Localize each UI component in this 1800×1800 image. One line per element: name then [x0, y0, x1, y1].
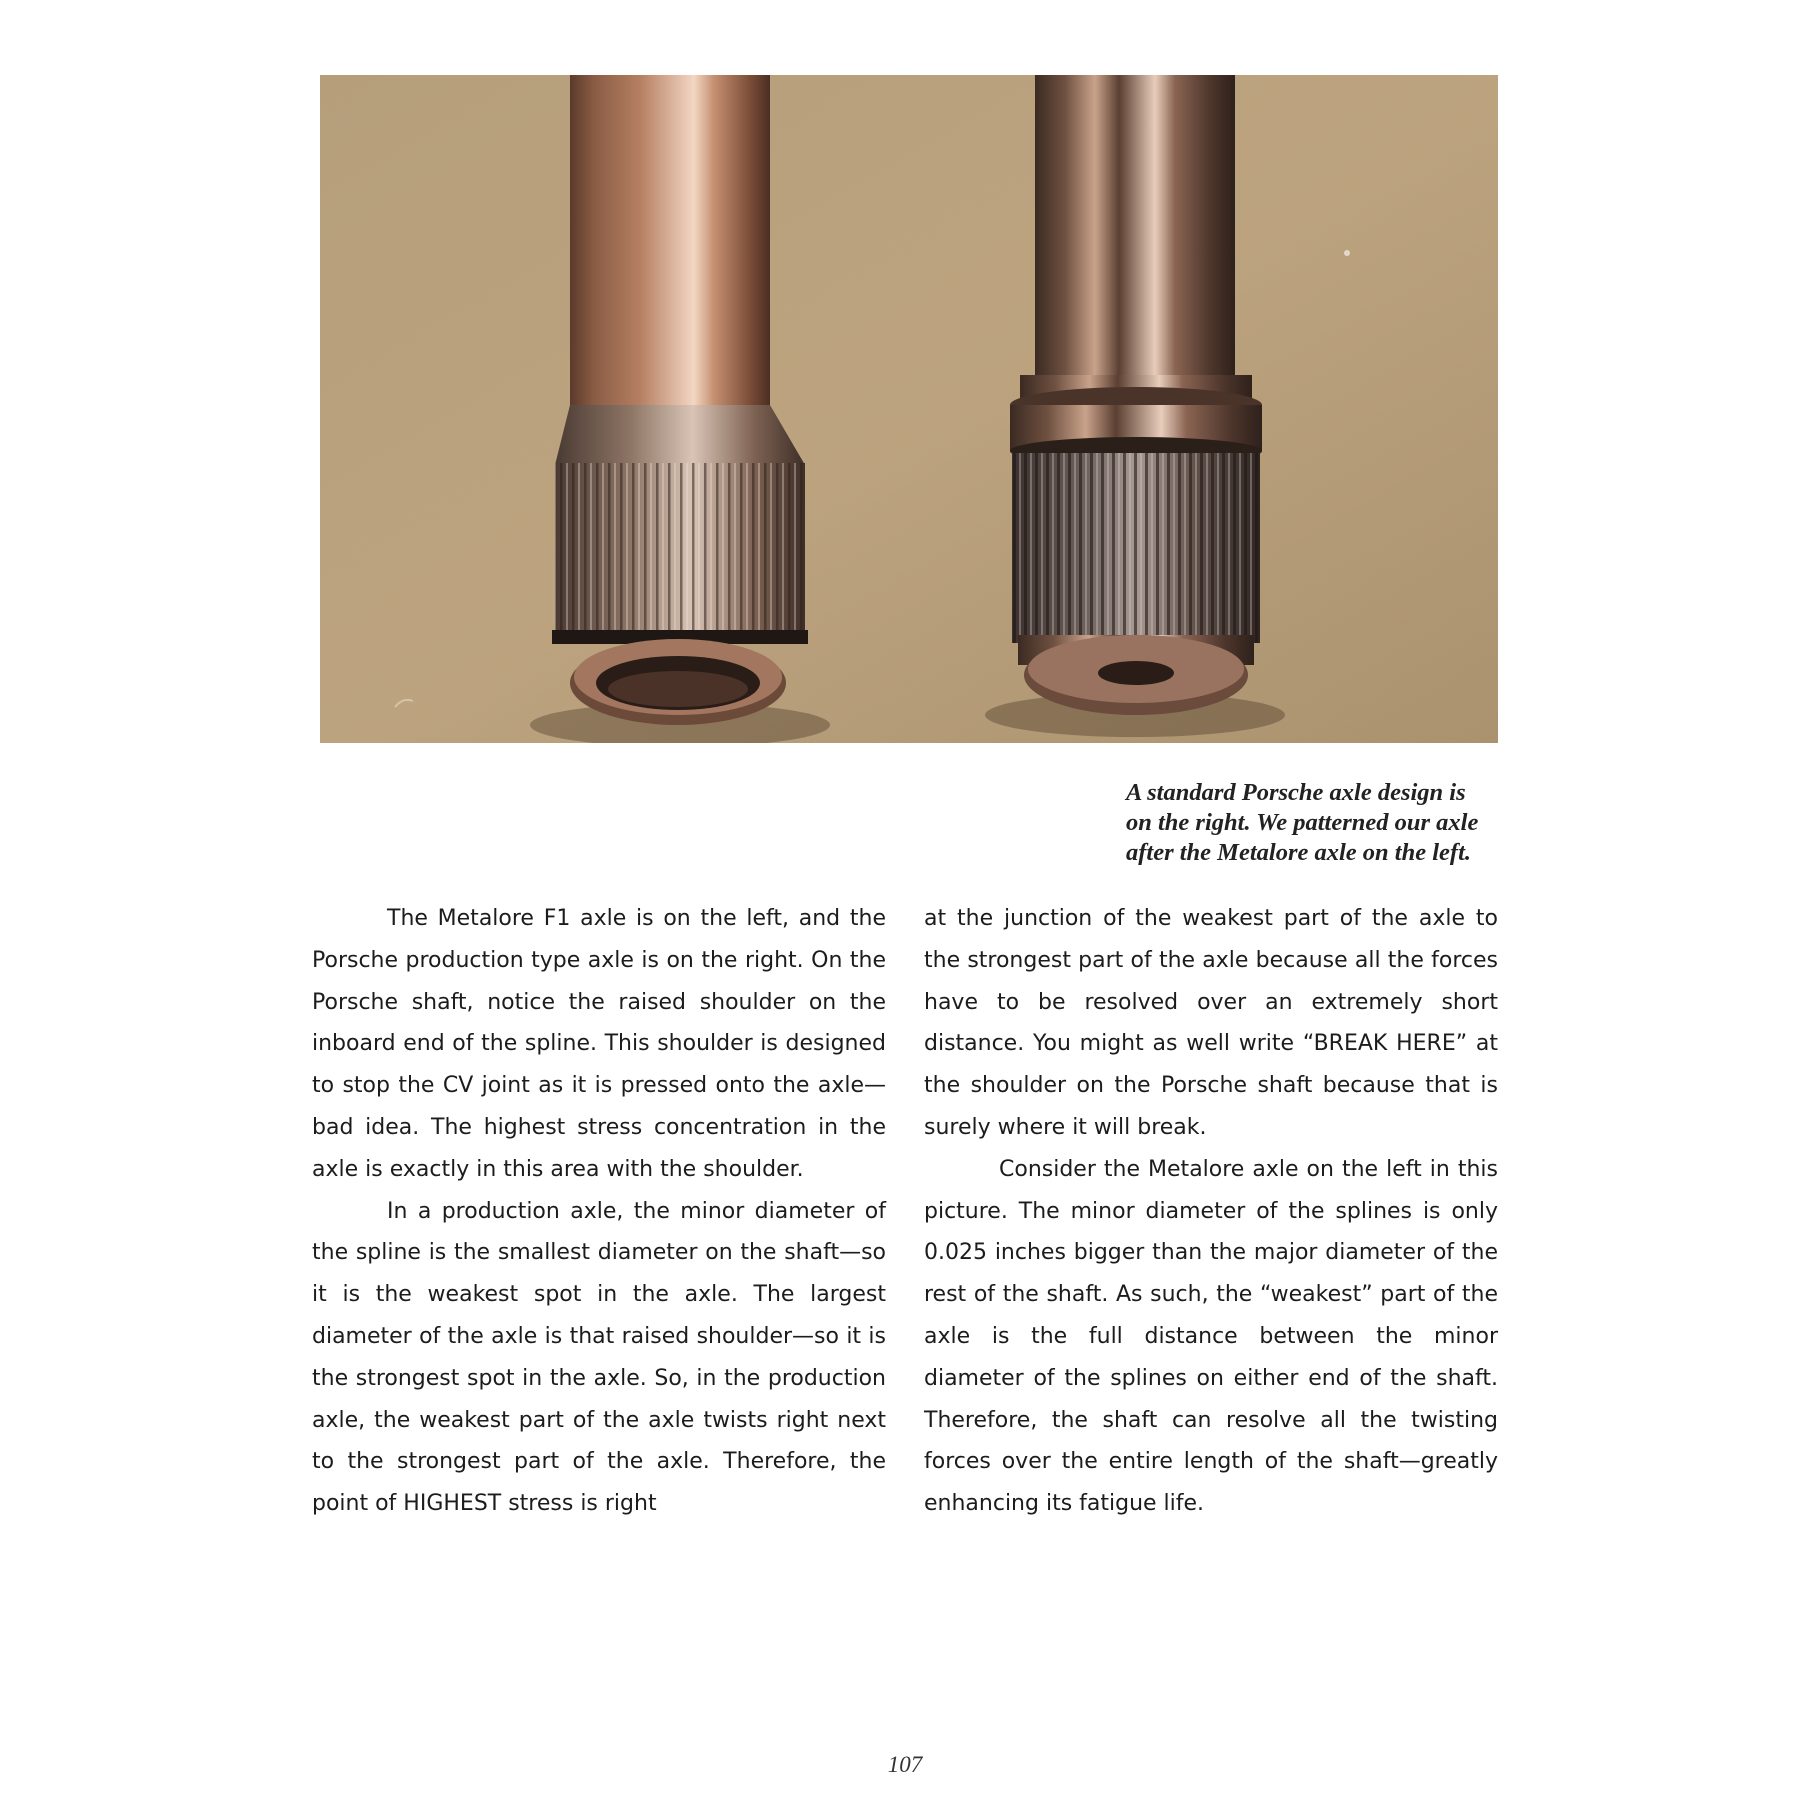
left-text-column [312, 898, 886, 1525]
body-paragraph: In a production axle, the minor diameter of the spline is the smallest diameter on the shaft—so it is the weakest spot in the axle. The largest diameter of the axle is that raised shoulder—so it is the strongest spot in the axle. So, in the production axle, the weakest part of the axle twists right next to the strongest part of the axle. Therefore, the point of HIGHEST stress is right [312, 1198, 886, 1517]
axle-photo [320, 75, 1498, 743]
body-paragraph: Consider the Metalore axle on the left in this picture. The minor diameter of the splines is only 0.025 inches bigger than the major diameter of the rest of the shaft. As such, the “weakest” part of the axle is the full distance between the minor diameter of the splines on either end of the shaft. Therefore, the shaft can resolve all the twisting forces over the entire length of the shaft—greatly enhancing its fatigue life. [924, 1156, 1498, 1517]
page-number: 107 [887, 1752, 923, 1777]
caption-line: on the right. We patterned our axle [1126, 809, 1479, 836]
photo-caption [1126, 778, 1506, 868]
body-paragraph: at the junction of the weakest part of the axle to the strongest part of the axle because all the forces have to be resolved over an extremely short distance. You might as well write “BREAK HERE” at the shoulder on the Porsche shaft because that is surely where it will break. [924, 906, 1498, 1140]
caption-line: A standard Porsche axle design is [1126, 779, 1466, 806]
body-paragraph: The Metalore F1 axle is on the left, and the Porsche production type axle is on the right. On the Porsche shaft, notice the raised shoulder on the inboard end of the spline. This shoulder is designed to stop the CV joint as it is pressed onto the axle—bad idea. The highest stress concentration in the axle is exactly in this area with the shoulder. [312, 906, 886, 1182]
caption-line: after the Metalore axle on the left. [1126, 839, 1471, 866]
right-text-column [924, 898, 1498, 1525]
